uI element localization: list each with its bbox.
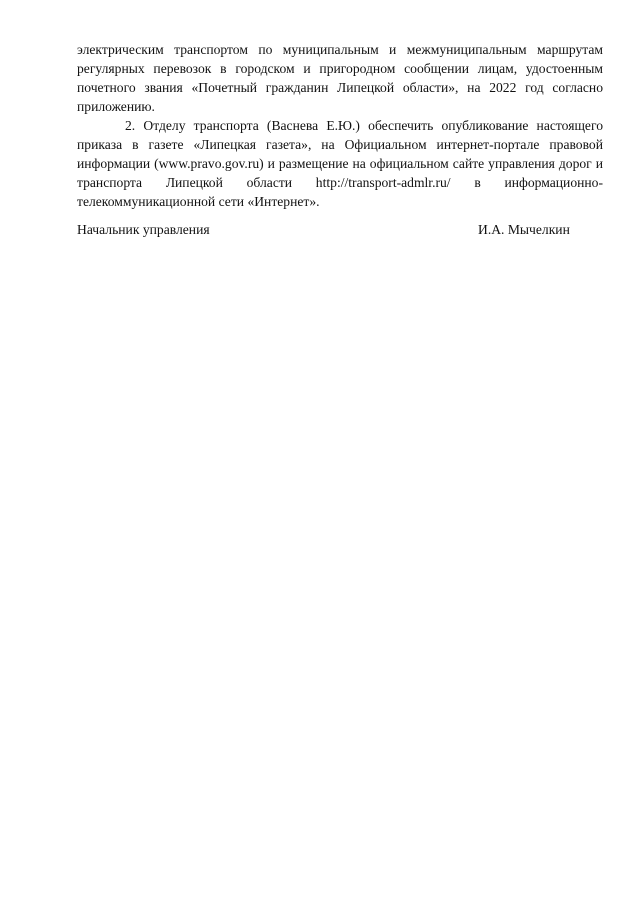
paragraph-item-2: 2. Отделу транспорта (Васнева Е.Ю.) обеспечить опубликование настоящего приказа в газете «Липецкая газета», на Официальном интернет-портале правовой информации (www.pravo.gov.ru) и размещение на официальном сайте управления дорог и транспорта Липецкой области http://transport-admlr.ru/ в информационно-телекоммуникационной сети «Интернет». (77, 118, 603, 209)
paragraph-continuation: электрическим транспортом по муниципальным и межмуниципальным маршрутам регулярных перевозок в городском и пригородном сообщении лицам, удостоенным почетного звания «Почетный гражданин Липецкой области», на 2022 год согласно приложению. (77, 42, 603, 114)
signatory-name: И.А. Мычелкин (478, 222, 570, 237)
signatory-position: Начальник управления (77, 222, 210, 237)
document-body (77, 40, 603, 211)
